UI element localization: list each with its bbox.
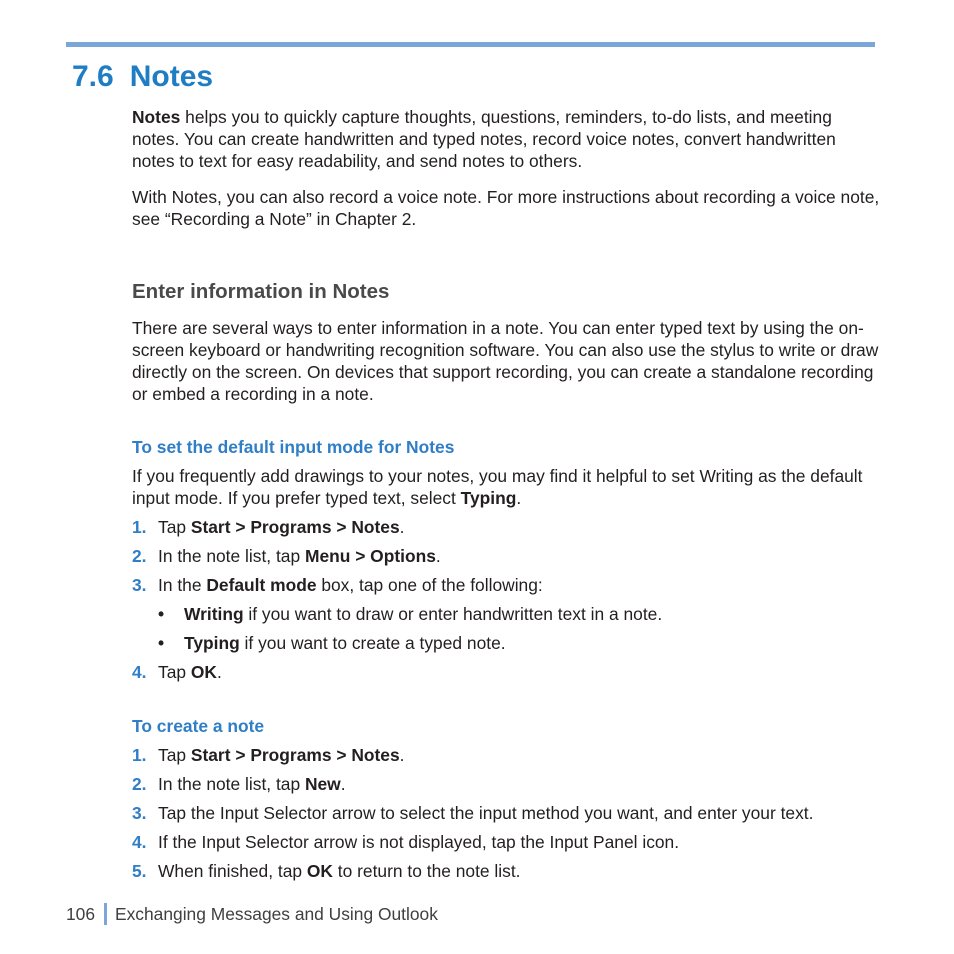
chapter-title: Exchanging Messages and Using Outlook xyxy=(115,904,438,924)
step-text: Tap the Input Selector arrow to select the input method you want, and enter your text. xyxy=(158,803,814,823)
step-text: If the Input Selector arrow is not displayed, tap the Input Panel icon. xyxy=(158,832,680,852)
default-mode-steps xyxy=(132,516,882,683)
step-item xyxy=(132,744,882,766)
step-item xyxy=(132,831,882,853)
step-item xyxy=(132,860,882,882)
default-mode-heading: To set the default input mode for Notes xyxy=(132,437,455,457)
step-text-end: . xyxy=(399,745,405,765)
step-number: 3. xyxy=(132,803,147,823)
step-text: Tap xyxy=(158,745,191,765)
step-text-end: to return to the note list. xyxy=(332,861,521,881)
top-rule xyxy=(66,42,875,47)
step-text-end: box, tap one of the following: xyxy=(316,575,543,595)
intro-paragraph-1 xyxy=(132,106,882,172)
step-text-end: . xyxy=(216,662,222,682)
step-number: 4. xyxy=(132,832,147,852)
bullet-icon: • xyxy=(158,633,165,653)
bullet-item xyxy=(158,632,882,654)
default-mode-intro-text: If you frequently add drawings to your notes, you may find it helpful to set Writing as the default input mode. If you prefer typed text, select xyxy=(132,466,863,508)
step-text: Tap xyxy=(158,662,191,682)
section-number: 7.6 xyxy=(72,60,114,93)
intro-p1-text: helps you to quickly capture thoughts, questions, reminders, to-do lists, and meeting notes. You can create handwritten and typed notes, record voice notes, convert handwritten notes to text for easy readability, and send notes to others. xyxy=(132,107,836,171)
step-item xyxy=(132,516,882,538)
step-text: In the note list, tap xyxy=(158,774,305,794)
footer-divider xyxy=(104,903,107,925)
default-mode-intro-end: . xyxy=(516,488,522,508)
step-number: 1. xyxy=(132,745,147,765)
step-text-end: . xyxy=(340,774,346,794)
step-text: Tap xyxy=(158,517,191,537)
step-text-end: . xyxy=(435,546,441,566)
step-text-end: . xyxy=(399,517,405,537)
step-item xyxy=(132,574,882,654)
step-bold: Start > Programs > Notes xyxy=(190,745,400,765)
bullet-icon: • xyxy=(158,604,165,624)
bullet-item xyxy=(158,603,882,625)
step-number: 4. xyxy=(132,662,147,682)
step-item xyxy=(132,661,882,683)
bullet-bold: Typing xyxy=(184,633,240,653)
bullet-bold: Writing xyxy=(184,604,244,624)
step-item xyxy=(132,773,882,795)
step-bold: OK xyxy=(306,861,333,881)
bullet-text: if you want to draw or enter handwritten text in a note. xyxy=(243,604,663,624)
step-number: 2. xyxy=(132,774,147,794)
step-item xyxy=(132,802,882,824)
intro-paragraph-2: With Notes, you can also record a voice note. For more instructions about recording a voice note, see “Recording a Note” in Chapter 2. xyxy=(132,187,880,229)
step-text: When finished, tap xyxy=(158,861,307,881)
intro-notes-bold: Notes xyxy=(132,107,181,127)
step-item xyxy=(132,545,882,567)
step-bold: Menu > Options xyxy=(304,546,436,566)
step-number: 1. xyxy=(132,517,147,537)
step-bold: OK xyxy=(190,662,217,682)
enter-info-heading: Enter information in Notes xyxy=(132,280,390,303)
step-text: In the note list, tap xyxy=(158,546,305,566)
page-content xyxy=(132,106,882,889)
step-number: 5. xyxy=(132,861,147,881)
step-bold: Default mode xyxy=(206,575,317,595)
default-mode-options xyxy=(158,603,882,654)
section-title: Notes xyxy=(129,60,214,93)
step-number: 2. xyxy=(132,546,147,566)
step-number: 3. xyxy=(132,575,147,595)
step-bold: Start > Programs > Notes xyxy=(190,517,400,537)
step-text: In the xyxy=(158,575,207,595)
page-number: 106 xyxy=(66,904,96,924)
default-mode-intro-bold: Typing xyxy=(460,488,517,508)
default-mode-intro xyxy=(132,465,882,509)
section-heading xyxy=(72,58,213,96)
bullet-text: if you want to create a typed note. xyxy=(239,633,506,653)
page-footer xyxy=(66,903,438,925)
create-note-steps xyxy=(132,744,882,882)
step-bold: New xyxy=(304,774,341,794)
enter-info-paragraph: There are several ways to enter information in a note. You can enter typed text by using the on-screen keyboard or handwriting recognition software. You can also use the stylus to write or draw directly on the screen. On devices that support recording, you can create a standalone recording or embed a recording in a note. xyxy=(132,318,879,404)
create-note-heading: To create a note xyxy=(132,716,265,736)
